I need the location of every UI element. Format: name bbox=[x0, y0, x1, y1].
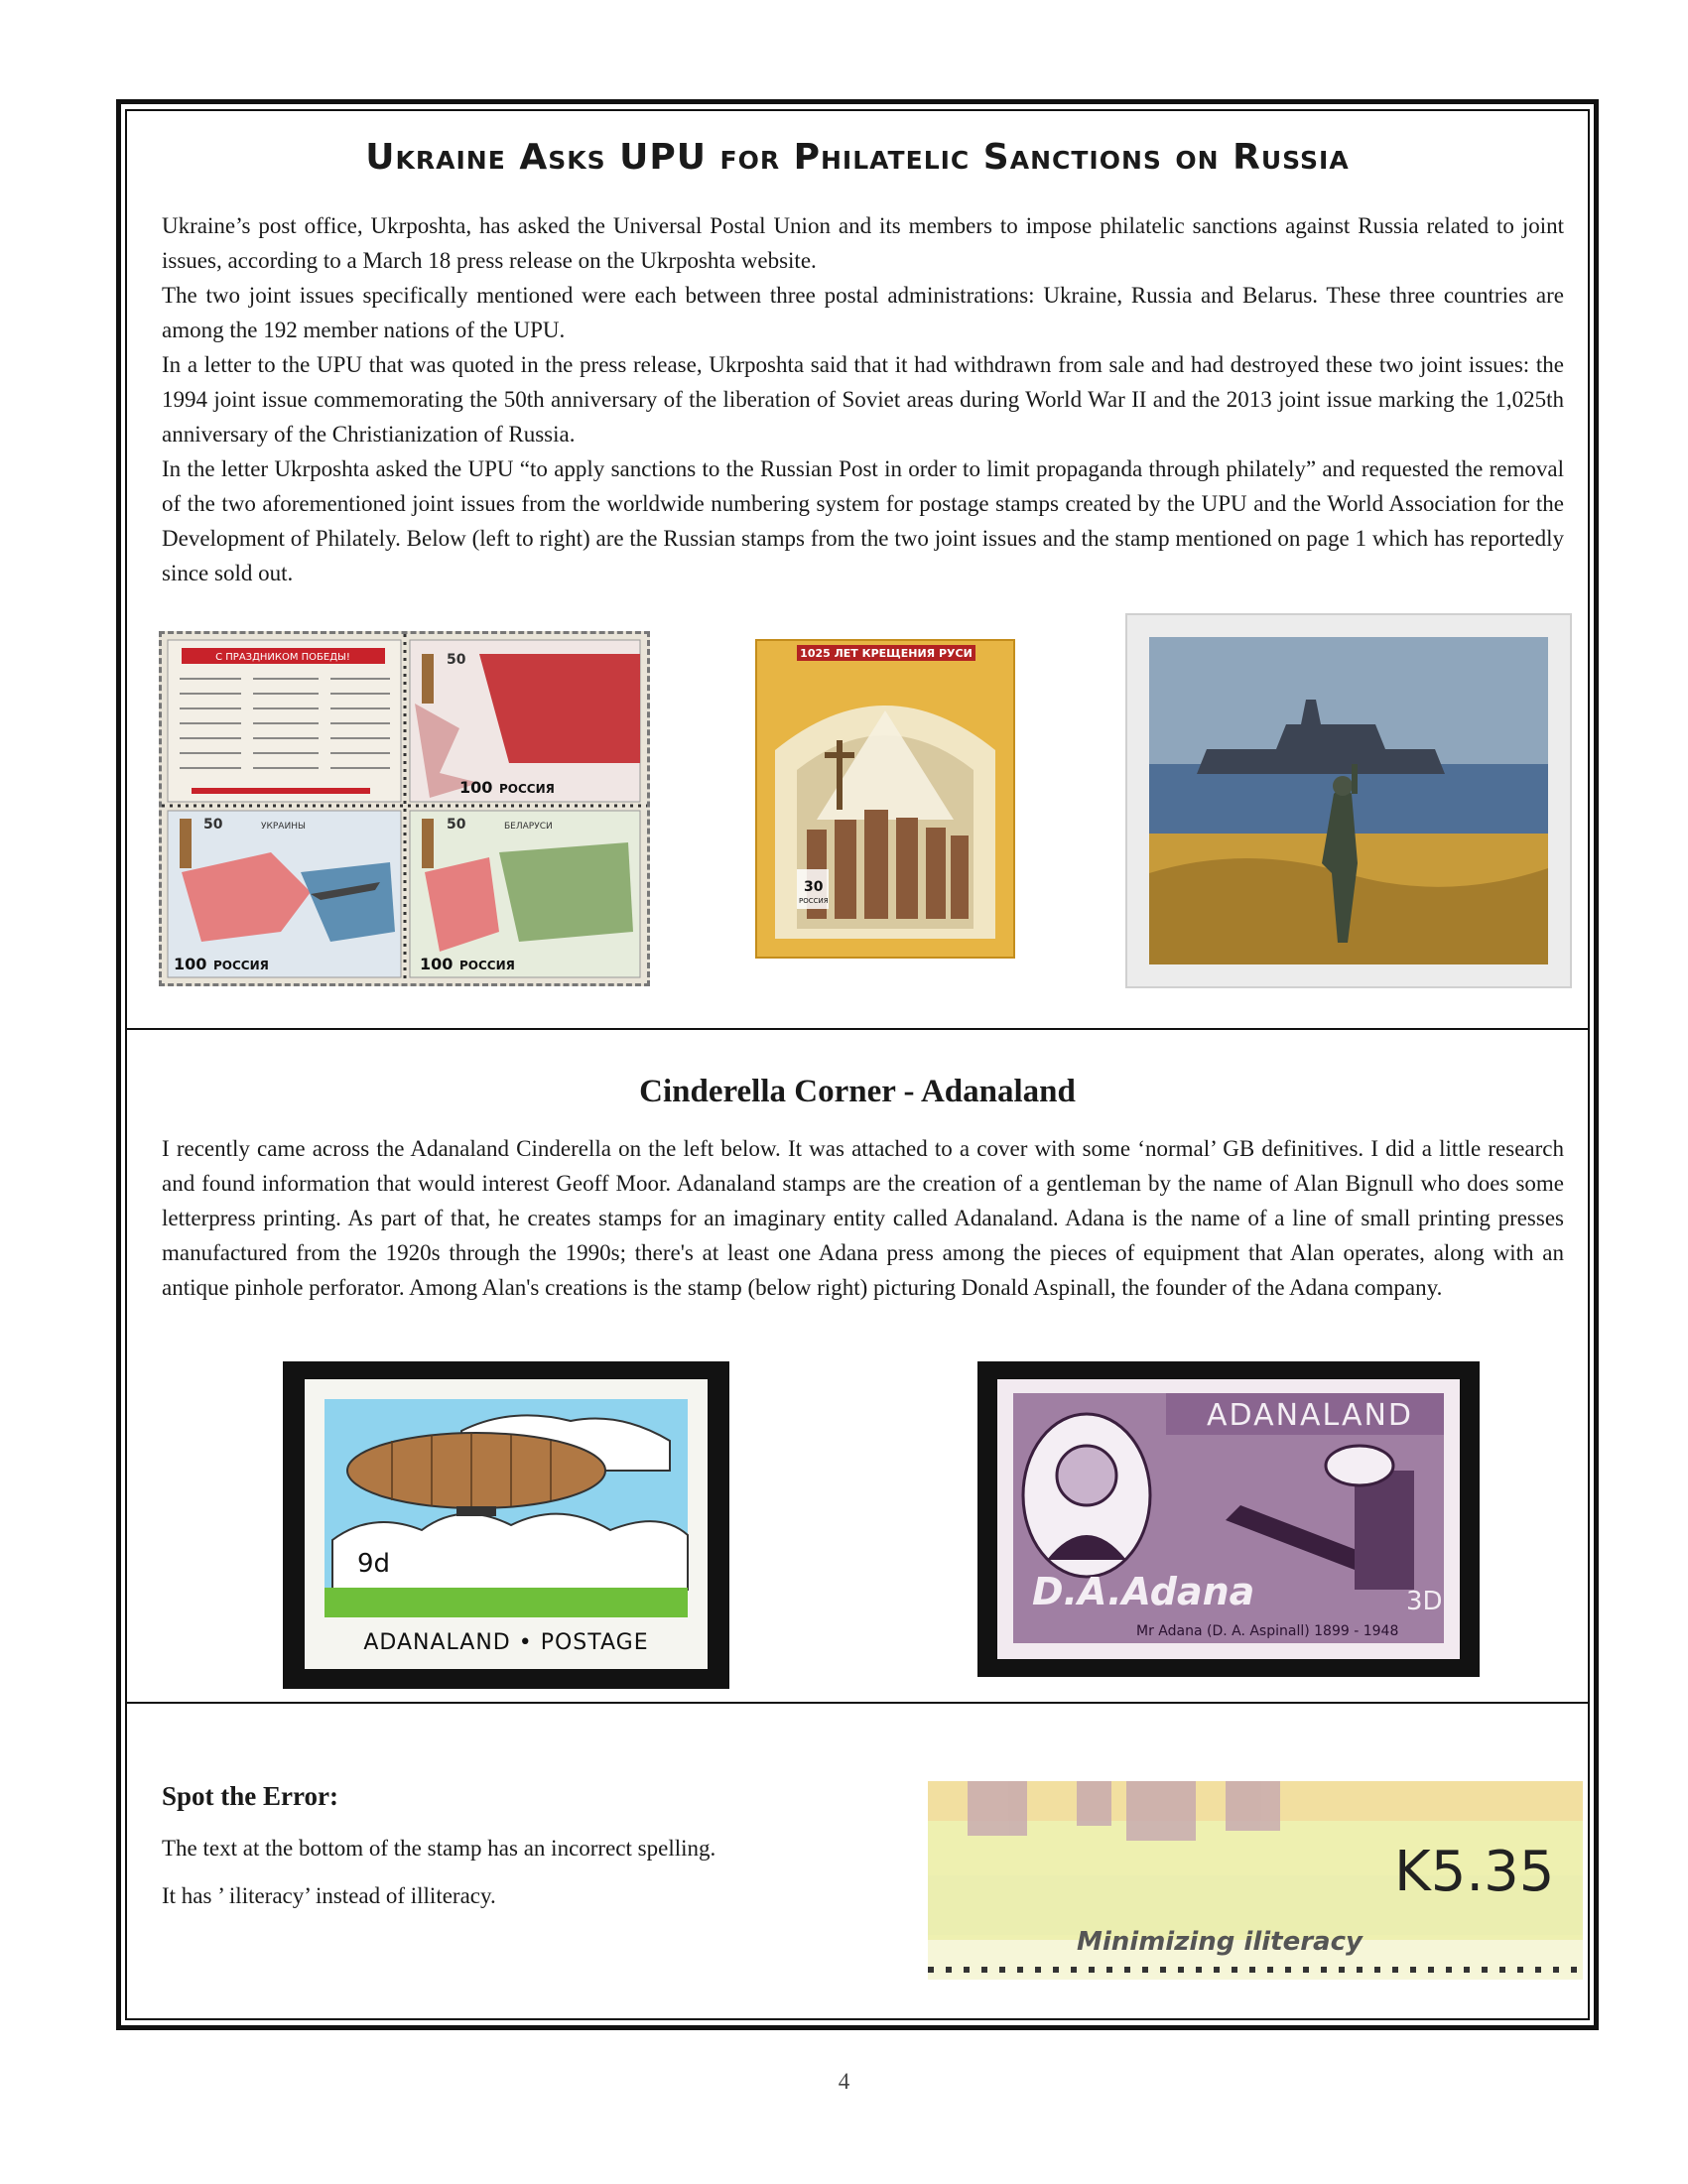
section-divider-2 bbox=[125, 1702, 1590, 1704]
article-paragraph-3: In a letter to the UPU that was quoted in the press release, Ukrposhta said that it had withdrawn from sale and had destroyed these two joint issues: the 1994 joint issue commemorating the 50th anniversary of the liberation of Soviet areas during World War II and the 2013 joint issue marking the 1,025th anniversary of the Christianization of Russia. bbox=[162, 352, 1564, 447]
stamp-1994-bottom-strip bbox=[192, 788, 370, 794]
stamp-2013-artwork bbox=[757, 641, 1013, 957]
article-body bbox=[162, 208, 1564, 590]
stamp-2013-christianization bbox=[755, 639, 1015, 959]
stamp-1994-value-3: 100 bbox=[420, 955, 454, 973]
stamp-1994-joint-issue bbox=[159, 631, 650, 986]
stamp-zeppelin-gondola bbox=[456, 1506, 496, 1516]
page-number: 4 bbox=[838, 2069, 850, 2094]
stamp-zeppelin-airship bbox=[347, 1433, 605, 1508]
stamp-2013-cross-post bbox=[837, 740, 843, 810]
cinderella-heading: Cinderella Corner - Adanaland bbox=[639, 1074, 1076, 1109]
cinderella-paragraph: I recently came across the Adanaland Cinderella on the left below. It was attached to a cover with some ‘normal’ GB definitives. I did a little research and found information that would interest Geoff Moor. Adanaland stamps are the creation of a gentleman by the name of Alan Bignull who does some letterpress printing. As part of that, he creates stamps for an imaginary entity called Adanaland. Adana is the name of a line of small printing presses manufactured from the 1920s through the 1990s; there's at least one Adana press among the pieces of equipment that Alan operates, along with an antique pinhole perforator. Among Alan's creations is the stamp (below right) picturing Donald Aspinall, the founder of the Adana company. bbox=[162, 1136, 1564, 1300]
article-title: Ukraine Asks UPU for Philatelic Sanctions on Russia bbox=[365, 137, 1350, 178]
stamp-1994-anniv-1: 50 bbox=[447, 652, 466, 668]
stamp-aspinall-artwork bbox=[977, 1361, 1480, 1677]
stamp-aspinall-value: 3D bbox=[1406, 1587, 1443, 1616]
stamp-1994-anniv-3: 50 bbox=[447, 817, 466, 833]
cinderella-body bbox=[162, 1131, 1564, 1305]
stamp-1994-monument-1 bbox=[422, 654, 434, 704]
stamp-1994-value-2: 100 bbox=[174, 955, 207, 973]
stamp-aspinall-press-body bbox=[1355, 1471, 1414, 1590]
stamp-aspinall-portrait-head bbox=[1057, 1446, 1116, 1505]
article-paragraph-2: The two joint issues specifically mentioned were each between three postal administrations: Ukraine, Russia and Belarus. These three countries are among the 192 member nations of the UPU. bbox=[162, 283, 1564, 342]
stamp-1994-country-2: РОССИЯ bbox=[213, 959, 269, 972]
stamp-aspinall-signature: D.A.Adana bbox=[1032, 1570, 1255, 1613]
stamp-1994-value-1: 100 bbox=[459, 778, 493, 797]
stamp-2013-title: 1025 ЛЕТ КРЕЩЕНИЯ РУСИ bbox=[800, 647, 973, 660]
stamp-zeppelin-caption: ADANALAND • POSTAGE bbox=[363, 1630, 649, 1655]
stamp-1994-banner: С ПРАЗДНИКОМ ПОБЕДЫ! bbox=[215, 652, 350, 663]
stamp-warship-soldier-arm bbox=[1352, 764, 1358, 794]
stamp-2013-country: РОССИЯ bbox=[799, 897, 829, 905]
stamp-1994-anniv-2: 50 bbox=[203, 817, 223, 833]
stamp-1994-sub-belarus: БЕЛАРУСИ bbox=[504, 822, 553, 832]
stamp-zeppelin-ground bbox=[325, 1588, 688, 1617]
spot-error-line-2: It has ’ iliteracy’ instead of illiteracy. bbox=[162, 1883, 496, 1908]
stamp-zeppelin-value: 9d bbox=[357, 1549, 391, 1579]
stamp-error-caption: Minimizing iliteracy bbox=[1077, 1927, 1363, 1957]
stamp-1994-sub-ukraine: УКРАИНЫ bbox=[261, 822, 306, 832]
stamp-1994-monument-3 bbox=[422, 819, 434, 868]
spot-error-heading: Spot the Error: bbox=[162, 1781, 338, 1811]
stamp-zeppelin-artwork bbox=[283, 1361, 729, 1689]
stamp-1994-text-panel bbox=[168, 640, 401, 802]
stamp-1994-country-3: РОССИЯ bbox=[459, 959, 515, 972]
stamp-error-artwork bbox=[928, 1781, 1583, 1980]
stamp-1994-belarus-map bbox=[499, 842, 633, 942]
section-divider-1 bbox=[125, 1028, 1590, 1030]
stamp-2013-value: 30 bbox=[804, 879, 824, 895]
stamp-aspinall-header: ADANALAND bbox=[1206, 1398, 1414, 1433]
stamp-aspinall-press-disc bbox=[1326, 1446, 1393, 1485]
stamp-1994-monument-2 bbox=[180, 819, 192, 868]
stamp-2013-cross-bar bbox=[825, 752, 854, 758]
spot-error-line-1: The text at the bottom of the stamp has an incorrect spelling. bbox=[162, 1836, 716, 1861]
stamp-error-detail bbox=[928, 1781, 1583, 1980]
stamp-1994-artwork bbox=[162, 634, 647, 983]
stamp-1994-country-1: РОССИЯ bbox=[499, 782, 555, 796]
stamp-aspinall-caption: Mr Adana (D. A. Aspinall) 1899 - 1948 bbox=[1136, 1623, 1399, 1639]
stamp-warship-artwork bbox=[1127, 615, 1570, 986]
stamp-adanaland-aspinall bbox=[977, 1361, 1480, 1677]
stamp-adanaland-zeppelin bbox=[283, 1361, 729, 1689]
stamp-error-value: K5.35 bbox=[1394, 1840, 1555, 1904]
stamp-warship-soldier bbox=[1125, 613, 1572, 988]
stamp-warship-soldier-head bbox=[1333, 776, 1353, 796]
article-paragraph-1: Ukraine’s post office, Ukrposhta, has asked the Universal Postal Union and its members to impose philatelic sanctions against Russia related to joint issues, according to a March 18 press release on the Ukrposhta website. bbox=[162, 213, 1564, 273]
article-paragraph-4: In the letter Ukrposhta asked the UPU “to apply sanctions to the Russian Post in order to limit propaganda through philately” and requested the removal of the two aforementioned joint issues from the worldwide numbering system for postage stamps created by the UPU and the World Association for the Development of Philately. Below (left to right) are the Russian stamps from the two joint issues and the stamp mentioned on page 1 which has reportedly since sold out. bbox=[162, 456, 1564, 585]
